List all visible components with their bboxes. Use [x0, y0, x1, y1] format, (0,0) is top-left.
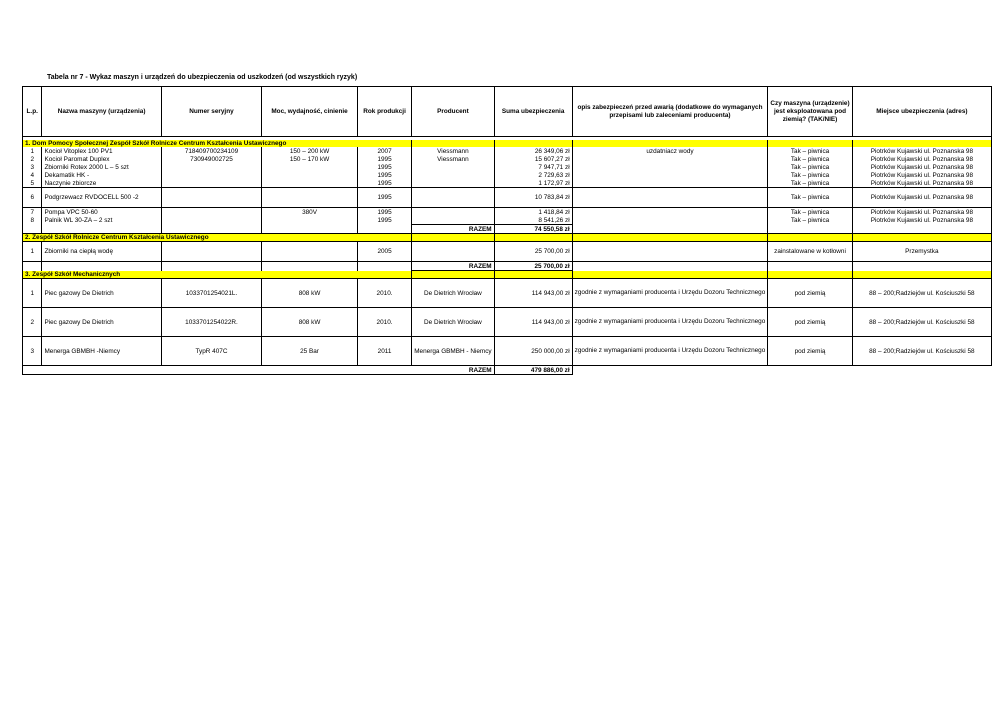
cell-protection	[572, 163, 768, 171]
cell-name: Palnik WL 30-ZA – 2 szt	[42, 216, 161, 225]
cell-producer	[412, 242, 494, 262]
cell-location: Piotrków Kujawski ul. Poznanska 98	[852, 216, 991, 225]
cell-year: 1995	[357, 155, 411, 163]
cell-protection: uzdatniacz wody	[572, 147, 768, 155]
cell-lp: 2	[23, 155, 42, 163]
cell-name: Kocioł Paromat Duplex	[42, 155, 161, 163]
cell-protection	[572, 208, 768, 217]
section-title: 2. Zespół Szkół Rolnicze Centrum Kształcenia Ustawicznego	[23, 234, 412, 242]
cell-sum: 1 418,84 zł	[494, 208, 572, 217]
cell-underground: Tak – piwnica	[768, 216, 852, 225]
cell-serial: 718409700234109	[161, 147, 261, 155]
cell-serial	[161, 188, 261, 208]
cell-protection	[572, 242, 768, 262]
cell-serial	[161, 171, 261, 179]
cell-lp: 1	[23, 147, 42, 155]
table-row	[23, 188, 992, 208]
table-row	[23, 171, 992, 179]
cell-lp: 2	[23, 308, 42, 337]
cell-location: 88 – 200;Radziejów ul. Kościuszki 58	[852, 337, 991, 366]
cell-power	[262, 179, 358, 188]
table-row	[23, 279, 992, 308]
cell-sum: 114 943,00 zł	[494, 308, 572, 337]
total-value: 25 700,00 zł	[494, 262, 572, 271]
cell-underground: Tak – piwnica	[768, 208, 852, 217]
cell-power: 150 – 170 kW	[262, 155, 358, 163]
cell-underground: Tak – piwnica	[768, 179, 852, 188]
cell-serial	[161, 163, 261, 171]
cell-power	[262, 163, 358, 171]
cell-year: 1995	[357, 216, 411, 225]
cell-producer	[412, 163, 494, 171]
cell-sum: 15 607,27 zł	[494, 155, 572, 163]
cell-power: 150 – 200 kW	[262, 147, 358, 155]
cell-producer	[412, 179, 494, 188]
section-header	[23, 140, 992, 147]
total-row	[23, 225, 992, 234]
cell-serial	[161, 179, 261, 188]
cell-name: Piec gazowy De Dietrich	[42, 279, 161, 308]
total-label: RAZEM	[412, 225, 494, 234]
cell-protection	[572, 188, 768, 208]
cell-location: Piotrków Kujawski ul. Poznanska 98	[852, 208, 991, 217]
total-label: RAZEM	[412, 262, 494, 271]
cell-underground: Tak – piwnica	[768, 188, 852, 208]
cell-year: 2005	[357, 242, 411, 262]
table-row	[23, 155, 992, 163]
cell-lp: 8	[23, 216, 42, 225]
cell-power	[262, 242, 358, 262]
cell-name: Pompa VPC 50-60	[42, 208, 161, 217]
cell-producer: De Dietrich Wrocław	[412, 308, 494, 337]
total-value: 479 886,00 zł	[494, 366, 572, 375]
cell-power: 808 kW	[262, 279, 358, 308]
cell-location: Przemystka	[852, 242, 991, 262]
cell-sum: 114 943,00 zł	[494, 279, 572, 308]
cell-producer: Menerga GBMBH - Niemcy	[412, 337, 494, 366]
cell-producer	[412, 171, 494, 179]
cell-name: Kocioł Vitoplex 100 PV1	[42, 147, 161, 155]
cell-underground: Tak – piwnica	[768, 171, 852, 179]
cell-producer	[412, 208, 494, 217]
cell-lp: 1	[23, 279, 42, 308]
cell-producer	[412, 216, 494, 225]
table-row	[23, 179, 992, 188]
cell-underground: Tak – piwnica	[768, 163, 852, 171]
header-producer: Producent	[412, 87, 494, 137]
section-header	[23, 234, 992, 242]
cell-name: Podgrzewacz RVDOCELL 500 -2	[42, 188, 161, 208]
table-row	[23, 337, 992, 366]
cell-power	[262, 171, 358, 179]
section-title: 3. Zespół Szkół Mechanicznych	[23, 271, 412, 279]
cell-sum: 25 700,00 zł	[494, 242, 572, 262]
cell-protection	[572, 155, 768, 163]
cell-lp: 6	[23, 188, 42, 208]
cell-protection: zgodnie z wymaganiami producenta i Urzędu Dozoru Technicznego	[572, 308, 768, 337]
cell-sum: 2 729,63 zł	[494, 171, 572, 179]
sheet-title: Tabela nr 7 - Wykaz maszyn i urządzeń do ubezpieczenia od uszkodzeń (od wszystkich ryzyk)	[47, 74, 358, 81]
cell-serial: 1033701254021L.	[161, 279, 261, 308]
table-row	[23, 216, 992, 225]
cell-sum: 1 172,97 zł	[494, 179, 572, 188]
cell-name: Menerga GBMBH -Niemcy	[42, 337, 161, 366]
cell-lp: 4	[23, 171, 42, 179]
machinery-table	[22, 86, 992, 375]
cell-producer: Viessmann	[412, 147, 494, 155]
cell-protection	[572, 216, 768, 225]
cell-year: 2010.	[357, 308, 411, 337]
table-row	[23, 208, 992, 217]
cell-protection	[572, 171, 768, 179]
cell-protection	[572, 179, 768, 188]
cell-year: 1995	[357, 179, 411, 188]
cell-power: 25 Bar	[262, 337, 358, 366]
header-row	[23, 87, 992, 137]
cell-underground: pod ziemią	[768, 337, 852, 366]
cell-power	[262, 216, 358, 225]
table-row	[23, 308, 992, 337]
cell-serial	[161, 208, 261, 217]
cell-lp: 1	[23, 242, 42, 262]
header-sum: Suma ubezpieczenia	[494, 87, 572, 137]
cell-location: Piotrków Kujawski ul. Poznanska 98	[852, 163, 991, 171]
cell-sum: 8 541,26 zł	[494, 216, 572, 225]
section-header	[23, 271, 992, 279]
cell-producer	[412, 188, 494, 208]
cell-name: Zbiorniki na ciepłą wodę	[42, 242, 161, 262]
header-power: Moc, wydajność, cinienie	[262, 87, 358, 137]
cell-name: Zbiorniki Rotex 2000 L – 5 szt	[42, 163, 161, 171]
header-lp: L.p.	[23, 87, 42, 137]
cell-year: 2011	[357, 337, 411, 366]
cell-year: 1995	[357, 163, 411, 171]
cell-protection: zgodnie z wymaganiami producenta i Urzędu Dozoru Technicznego	[572, 337, 768, 366]
cell-location: Piotrków Kujawski ul. Poznanska 98	[852, 188, 991, 208]
cell-underground: pod ziemią	[768, 308, 852, 337]
cell-year: 1995	[357, 208, 411, 217]
cell-lp: 7	[23, 208, 42, 217]
cell-underground: Tak – piwnica	[768, 155, 852, 163]
cell-producer: De Dietrich Wrocław	[412, 279, 494, 308]
cell-lp: 3	[23, 163, 42, 171]
cell-sum: 7 947,71 zł	[494, 163, 572, 171]
cell-serial: 1033701254022R.	[161, 308, 261, 337]
cell-underground: zainstalowane w kotłowni	[768, 242, 852, 262]
cell-sum: 250 000,00 zł	[494, 337, 572, 366]
cell-year: 2010.	[357, 279, 411, 308]
cell-location: Piotrków Kujawski ul. Poznanska 98	[852, 179, 991, 188]
section-title: 1. Dom Pomocy Społecznej Zespół Szkół Rolnicze Centrum Kształcenia Ustawicznego	[23, 140, 412, 147]
cell-lp: 3	[23, 337, 42, 366]
cell-power: 380V	[262, 208, 358, 217]
header-underground: Czy maszyna (urządzenie) jest eksploatowana pod ziemią? (TAK/NIE)	[768, 87, 852, 137]
cell-location: Piotrków Kujawski ul. Poznanska 98	[852, 155, 991, 163]
cell-year: 1995	[357, 188, 411, 208]
cell-producer: Viessmann	[412, 155, 494, 163]
cell-name: Dekamatik HK -	[42, 171, 161, 179]
cell-location: Piotrków Kujawski ul. Poznanska 98	[852, 147, 991, 155]
cell-name: Piec gazowy De Dietrich	[42, 308, 161, 337]
table-row	[23, 242, 992, 262]
table-row	[23, 147, 992, 155]
cell-serial: TypR 407C	[161, 337, 261, 366]
cell-power: 808 kW	[262, 308, 358, 337]
cell-year: 2007	[357, 147, 411, 155]
header-location: Miejsce ubezpieczenia (adres)	[852, 87, 991, 137]
header-year: Rok produkcji	[357, 87, 411, 137]
header-serial: Numer seryjny	[161, 87, 261, 137]
cell-lp: 5	[23, 179, 42, 188]
cell-serial: 730949002725	[161, 155, 261, 163]
cell-sum: 26 349,06 zł	[494, 147, 572, 155]
cell-serial	[161, 242, 261, 262]
cell-protection: zgodnie z wymaganiami producenta i Urzędu Dozoru Technicznego	[572, 279, 768, 308]
cell-sum: 10 783,84 zł	[494, 188, 572, 208]
cell-underground: pod ziemią	[768, 279, 852, 308]
cell-serial	[161, 216, 261, 225]
cell-location: 88 – 200;Radziejów ul. Kościuszki 58	[852, 308, 991, 337]
cell-name: Naczynie zbiorcze	[42, 179, 161, 188]
table-row	[23, 163, 992, 171]
cell-location: Piotrków Kujawski ul. Poznanska 98	[852, 171, 991, 179]
header-name: Nazwa maszyny (urządzenia)	[42, 87, 161, 137]
total-value: 74 550,58 zł	[494, 225, 572, 234]
cell-power	[262, 188, 358, 208]
cell-year: 1995	[357, 171, 411, 179]
cell-underground: Tak – piwnica	[768, 147, 852, 155]
total-row	[23, 262, 992, 271]
total-row	[23, 366, 992, 375]
total-label: RAZEM	[412, 366, 494, 375]
header-protection: opis zabezpieczeń przed awarią (dodatkowe do wymaganych przepisami lub zaleceniami producenta)	[572, 87, 768, 137]
cell-location: 88 – 200;Radziejów ul. Kościuszki 58	[852, 279, 991, 308]
